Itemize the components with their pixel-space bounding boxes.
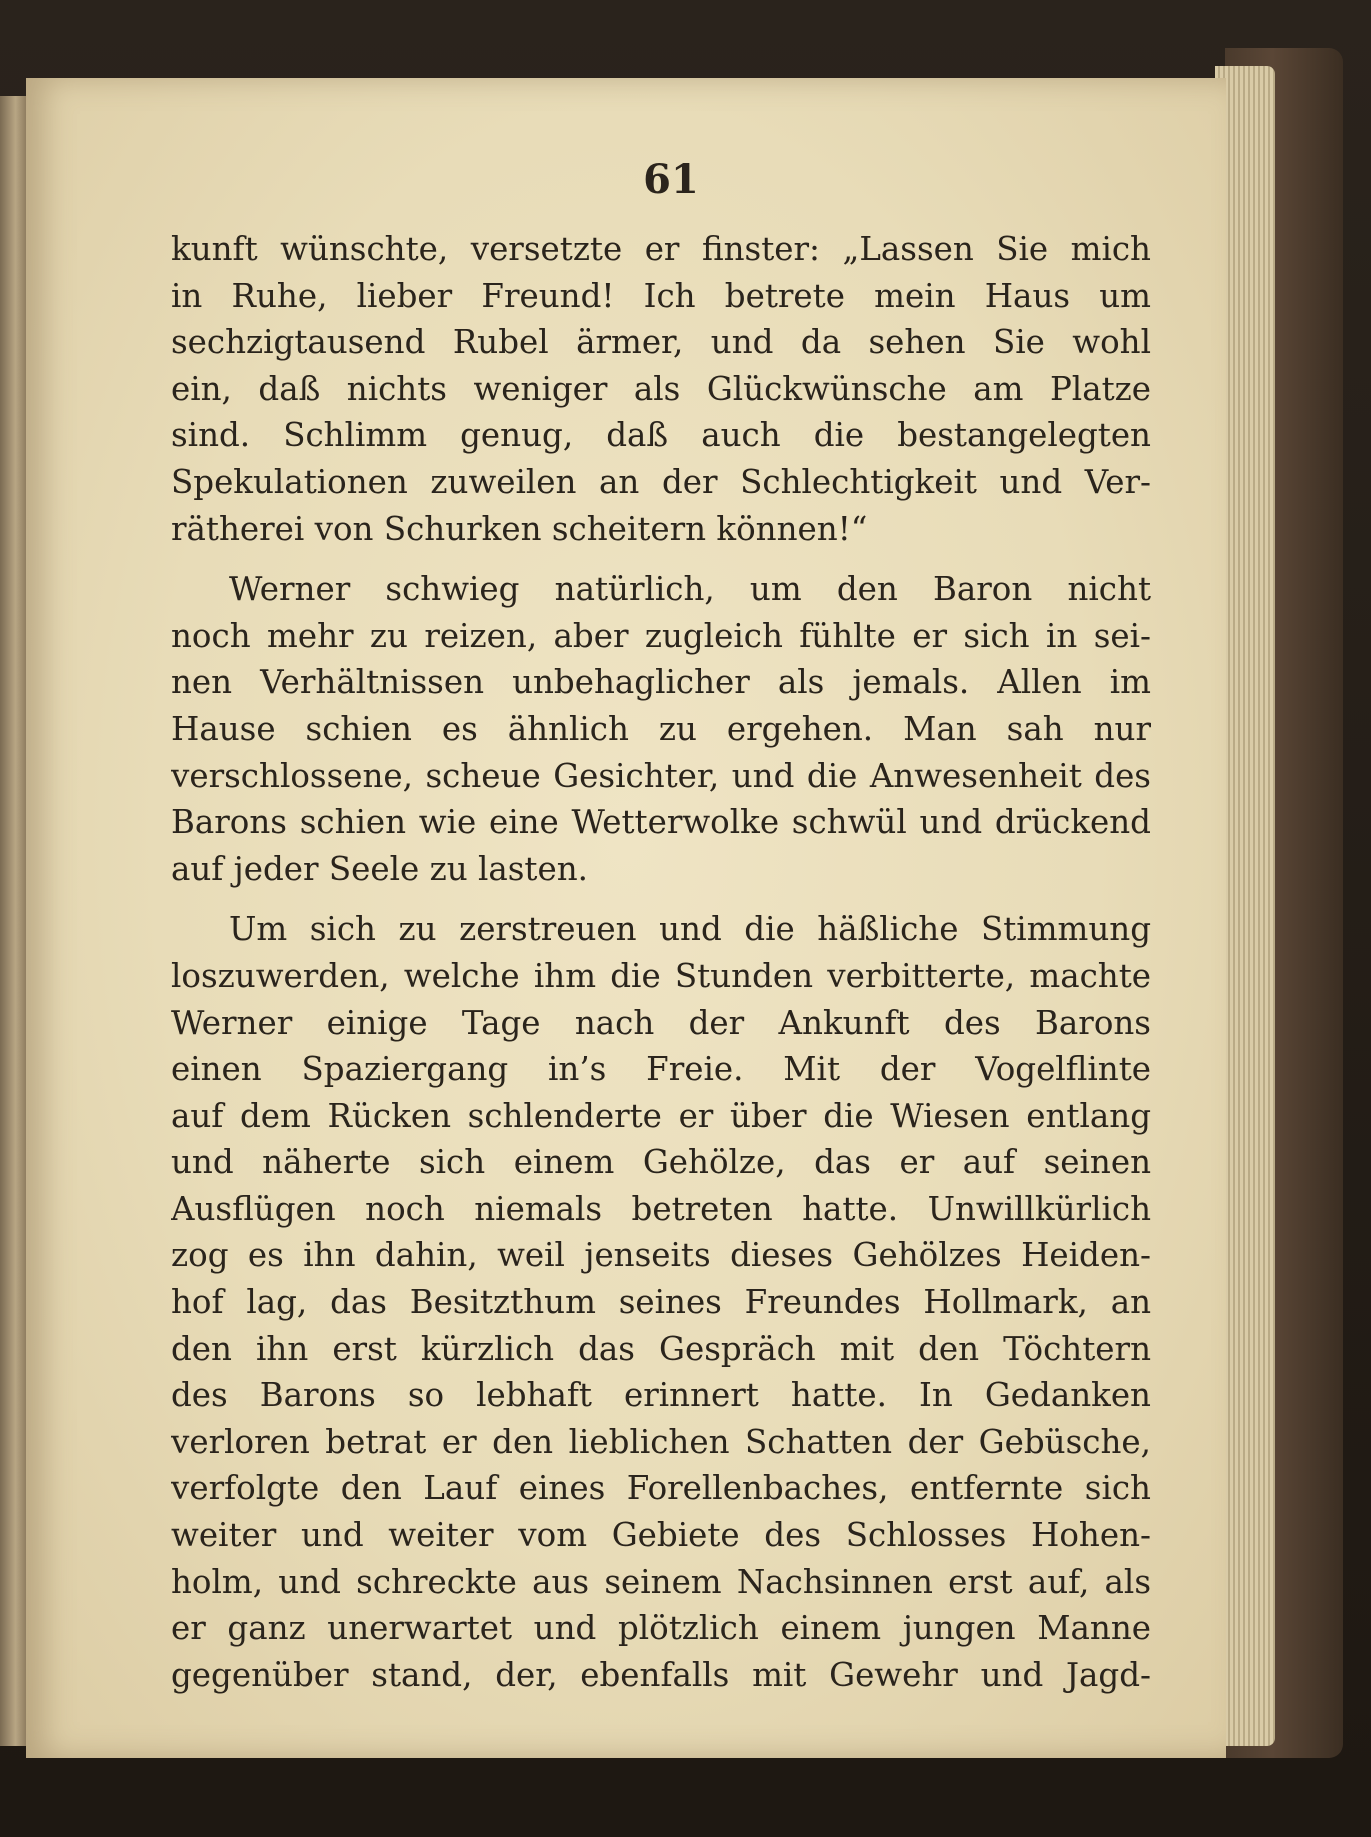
text-line: er ganz unerwartet und plötzlich einem jungen Manne (171, 1609, 1151, 1648)
paragraph-2 (171, 566, 1151, 892)
text-line: des Barons so lebhaft erinnert hatte. In Gedanken (171, 1376, 1151, 1415)
text-line: zog es ihn dahin, weil jenseits dieses Gehölzes Heiden- (171, 1236, 1151, 1275)
text-line: holm, und schreckte aus seinem Nachsinnen erst auf, als (171, 1562, 1151, 1601)
text-line: Barons schien wie eine Wetterwolke schwül und drückend (171, 803, 1151, 842)
text-line: den ihn erst kürzlich das Gespräch mit den Töchtern (171, 1329, 1151, 1368)
page-body (171, 226, 1151, 1698)
text-line: Hause schien es ähnlich zu ergehen. Man sah nur (171, 709, 1151, 748)
text-line: Werner einige Tage nach der Ankunft des Barons (171, 1003, 1151, 1042)
text-line: nen Verhältnissen unbehaglicher als jemals. Allen im (171, 663, 1151, 702)
paragraph-1 (171, 226, 1151, 552)
text-line: hof lag, das Besitzthum seines Freundes Hollmark, an (171, 1283, 1151, 1322)
text-line: gegenüber stand, der, ebenfalls mit Gewehr und Jagd- (171, 1655, 1151, 1694)
text-line: Um sich zu zerstreuen und die häßliche Stimmung (229, 910, 1151, 949)
text-line: weiter und weiter vom Gebiete des Schlosses Hohen- (171, 1516, 1151, 1555)
text-line: auf dem Rücken schlenderte er über die Wiesen entlang (171, 1096, 1151, 1135)
text-line: und näherte sich einem Gehölze, das er auf seinen (171, 1143, 1151, 1182)
book-page (26, 78, 1226, 1758)
text-line: verloren betrat er den lieblichen Schatten der Gebüsche, (171, 1422, 1151, 1461)
text-line: einen Spaziergang in’s Freie. Mit der Vogelflinte (171, 1050, 1151, 1089)
paragraph-3 (171, 906, 1151, 1698)
text-line: sechzigtausend Rubel ärmer, und da sehen Sie wohl (171, 323, 1151, 362)
text-line: rätherei von Schurken scheitern können!“ (171, 509, 868, 548)
text-line: auf jeder Seele zu lasten. (171, 849, 588, 888)
text-line: verschlossene, scheue Gesichter, und die Anwesenheit des (171, 756, 1151, 795)
text-line: verfolgte den Lauf eines Forellenbaches, entfernte sich (171, 1469, 1151, 1508)
text-line: kunft wünschte, versetzte er finster: „Lassen Sie mich (171, 230, 1151, 268)
page-number: 61 (643, 156, 699, 203)
text-line: loszuwerden, welche ihm die Stunden verbitterte, machte (171, 956, 1151, 995)
text-line: in Ruhe, lieber Freund! Ich betrete mein Haus um (171, 276, 1151, 315)
text-line: sind. Schlimm genug, daß auch die bestangelegten (171, 416, 1151, 455)
text-line: Spekulationen zuweilen an der Schlechtigkeit und Ver- (171, 462, 1151, 501)
text-line: noch mehr zu reizen, aber zugleich fühlte er sich in sei- (171, 616, 1151, 655)
text-line: ein, daß nichts weniger als Glückwünsche am Platze (171, 369, 1151, 408)
text-line: Werner schwieg natürlich, um den Baron nicht (229, 570, 1151, 609)
text-line: Ausflügen noch niemals betreten hatte. Unwillkürlich (171, 1189, 1151, 1228)
facing-page-edge (0, 96, 26, 1746)
